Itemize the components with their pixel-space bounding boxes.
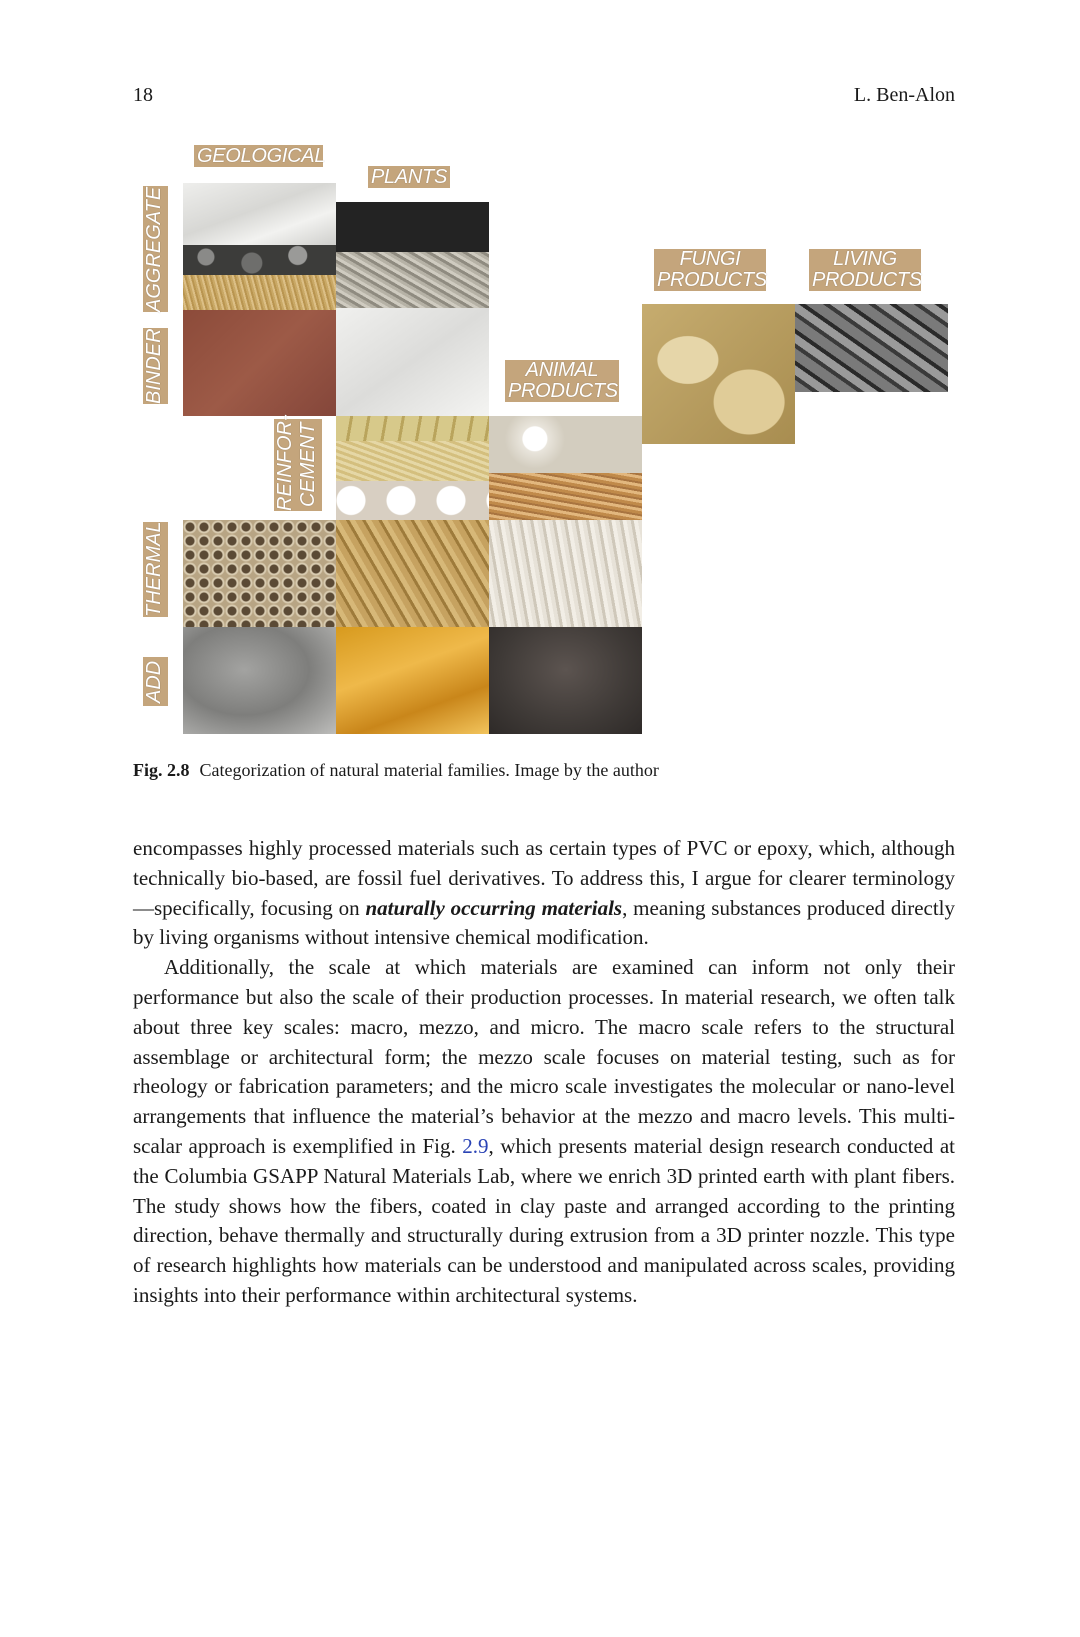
label-binder: BINDER <box>143 328 168 404</box>
tile-gravel <box>183 245 336 275</box>
tile-wheat <box>336 520 489 627</box>
label-add: ADD <box>143 657 168 706</box>
label-living-line2: PRODUCTS <box>812 269 922 291</box>
p2-text-b: , which presents material design research conducted at the Columbia GSAPP Natural Materials Lab, where we enrich 3D printed earth with plant fibers. The study shows how the fibers, coated in clay paste and arranged according to the printing direction, behave thermally and structurally during extrusion from a 3D printer nozzle. This type of research highlights how materials can be understood and manipulated across scales, providing insights into their performance within architectural systems. <box>133 1133 955 1307</box>
caption-label: Fig. 2.8 <box>133 760 190 780</box>
label-aggregate: AGGREGATE <box>143 186 168 312</box>
material-families-figure <box>0 0 1080 740</box>
label-animal-line1: ANIMAL <box>525 359 599 381</box>
label-geological: GEOLOGICAL <box>194 145 323 167</box>
p1-text-b: , meaning substances produced directly by living organisms without intensive chemical modification. <box>133 895 955 950</box>
figure-reference-link[interactable]: 2.9 <box>462 1133 489 1158</box>
p1-emphasis: naturally occurring materials <box>365 895 623 920</box>
paragraph-2 <box>133 953 955 1311</box>
tile-wool <box>489 416 642 473</box>
tile-soil <box>489 627 642 734</box>
page-number: 18 <box>133 84 153 106</box>
label-animal-line2: PRODUCTS <box>508 380 618 402</box>
tile-wood-chips <box>336 252 489 308</box>
label-fungi-line2: PRODUCTS <box>657 269 767 291</box>
tile-clay <box>183 310 336 416</box>
label-plants: PLANTS <box>368 166 450 188</box>
label-fungi-line1: FUNGI <box>679 248 741 270</box>
p2-text-a: Additionally, the scale at which materials are examined can inform not only their performance but also the scale of their production processes. In material research, we often talk about three key scales: macro, mezzo, and micro. The macro scale refers to the structural assemblage or architectural form; the mezzo scale focuses on material testing, such as for rheology or fabrication parameters; and the micro scale investigates the molecular or nano-level arrangements that influence the material’s behavior at the mezzo and macro levels. This multi-scalar approach is exemplified in Fig. <box>133 955 955 1158</box>
label-reinforcement-line1: REINFOR- <box>274 414 296 511</box>
tile-straw <box>336 441 489 481</box>
tile-hair <box>489 473 642 520</box>
tile-stone <box>183 183 336 245</box>
tile-bamboo <box>336 416 489 441</box>
tile-cotton <box>336 481 489 520</box>
label-living-products <box>809 249 921 291</box>
caption-text: Categorization of natural material families. Image by the author <box>199 760 659 780</box>
tile-charcoal <box>336 202 489 252</box>
tile-resin <box>336 627 489 734</box>
running-author: L. Ben-Alon <box>853 84 955 106</box>
figure-caption <box>133 760 659 781</box>
label-living-line1: LIVING <box>833 248 897 270</box>
tile-paper <box>336 308 489 416</box>
tile-ash <box>183 627 336 734</box>
tile-sand <box>183 275 336 310</box>
label-thermal: THERMAL <box>143 522 168 617</box>
tile-fleece <box>489 520 642 627</box>
tile-perlite <box>183 520 336 627</box>
tile-bacteria <box>795 304 948 392</box>
body-text <box>133 834 955 1311</box>
label-animal-products <box>505 360 619 402</box>
tile-mushroom <box>642 304 795 444</box>
label-fungi-products <box>654 249 766 291</box>
paragraph-1 <box>133 834 955 953</box>
p1-text-a: encompasses highly processed materials such as certain types of PVC or epoxy, which, although technically bio-based, are fossil fuel derivatives. To address this, I argue for clearer terminology—specifically, focusing on <box>133 836 955 920</box>
label-reinforcement <box>274 414 322 511</box>
label-reinforcement-line2: CEMENT <box>297 422 319 508</box>
